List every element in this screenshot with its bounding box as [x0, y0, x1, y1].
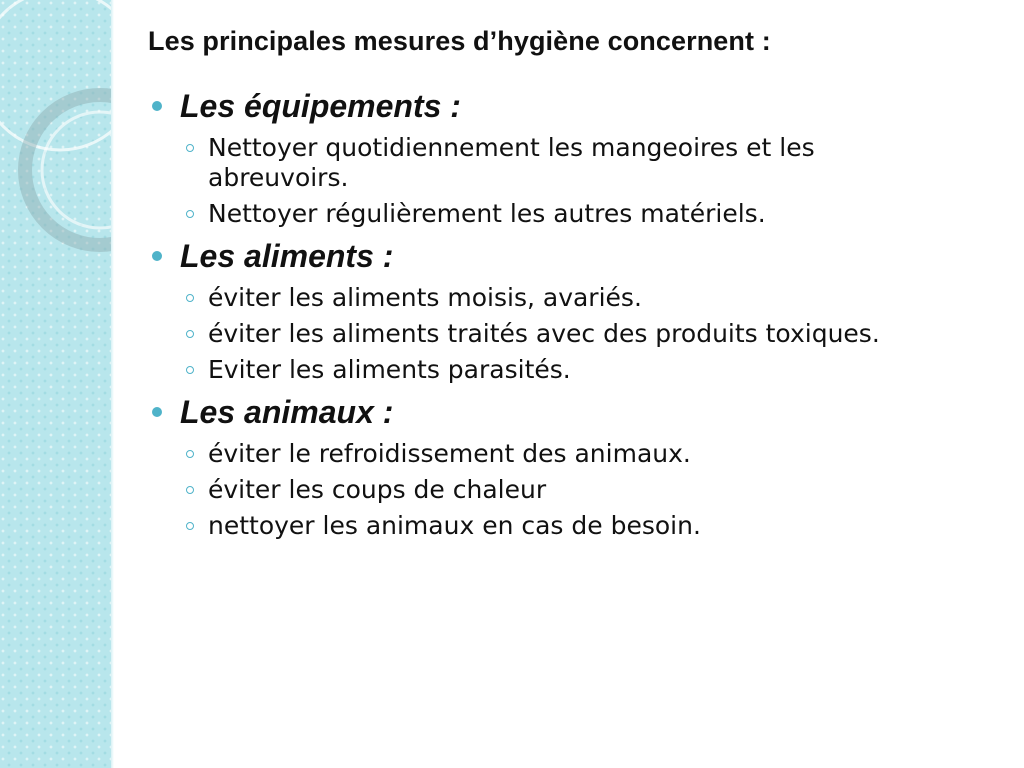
item-text: éviter les aliments moisis, avariés.: [208, 283, 642, 312]
bullet-icon: [152, 101, 162, 111]
section-animaux: [148, 391, 998, 541]
section-heading: [148, 391, 998, 433]
item-text: nettoyer les animaux en cas de besoin.: [208, 511, 701, 540]
decorative-sidebar: [0, 0, 114, 768]
slide-title: Les principales mesures d’hygiène concernent :: [148, 26, 771, 56]
section-title: Les équipements :: [180, 87, 461, 124]
section-title: Les animaux :: [180, 393, 394, 430]
list-item: [148, 283, 998, 313]
item-text: Eviter les aliments parasités.: [208, 355, 571, 384]
slide-content: [148, 26, 998, 547]
circle-bullet-icon: [186, 210, 194, 218]
circle-bullet-icon: [186, 294, 194, 302]
item-list: [148, 283, 998, 385]
sidebar-edge: [111, 0, 114, 768]
item-text: éviter les coups de chaleur: [208, 475, 547, 504]
list-item: [148, 439, 998, 469]
circle-bullet-icon: [186, 486, 194, 494]
bullet-icon: [152, 251, 162, 261]
circle-bullet-icon: [186, 522, 194, 530]
list-item: [148, 355, 998, 385]
item-list: [148, 439, 998, 541]
item-text: Nettoyer quotidiennement les mangeoires et les abreuvoirs.: [208, 133, 815, 192]
list-item: [148, 133, 998, 193]
list-item: [148, 319, 998, 349]
circle-bullet-icon: [186, 330, 194, 338]
bullet-icon: [152, 407, 162, 417]
section-title: Les aliments :: [180, 237, 394, 274]
list-item: [148, 199, 998, 229]
circle-bullet-icon: [186, 450, 194, 458]
item-text: Nettoyer régulièrement les autres matériels.: [208, 199, 766, 228]
decorative-circles-icon: [0, 0, 114, 768]
list-item: [148, 475, 998, 505]
circle-bullet-icon: [186, 144, 194, 152]
section-heading: [148, 235, 998, 277]
circle-bullet-icon: [186, 366, 194, 374]
list-item: [148, 511, 998, 541]
section-aliments: [148, 235, 998, 385]
section-equipements: [148, 85, 998, 229]
item-text: éviter les aliments traités avec des produits toxiques.: [208, 319, 880, 348]
section-heading: [148, 85, 998, 127]
item-list: [148, 133, 998, 229]
item-text: éviter le refroidissement des animaux.: [208, 439, 691, 468]
